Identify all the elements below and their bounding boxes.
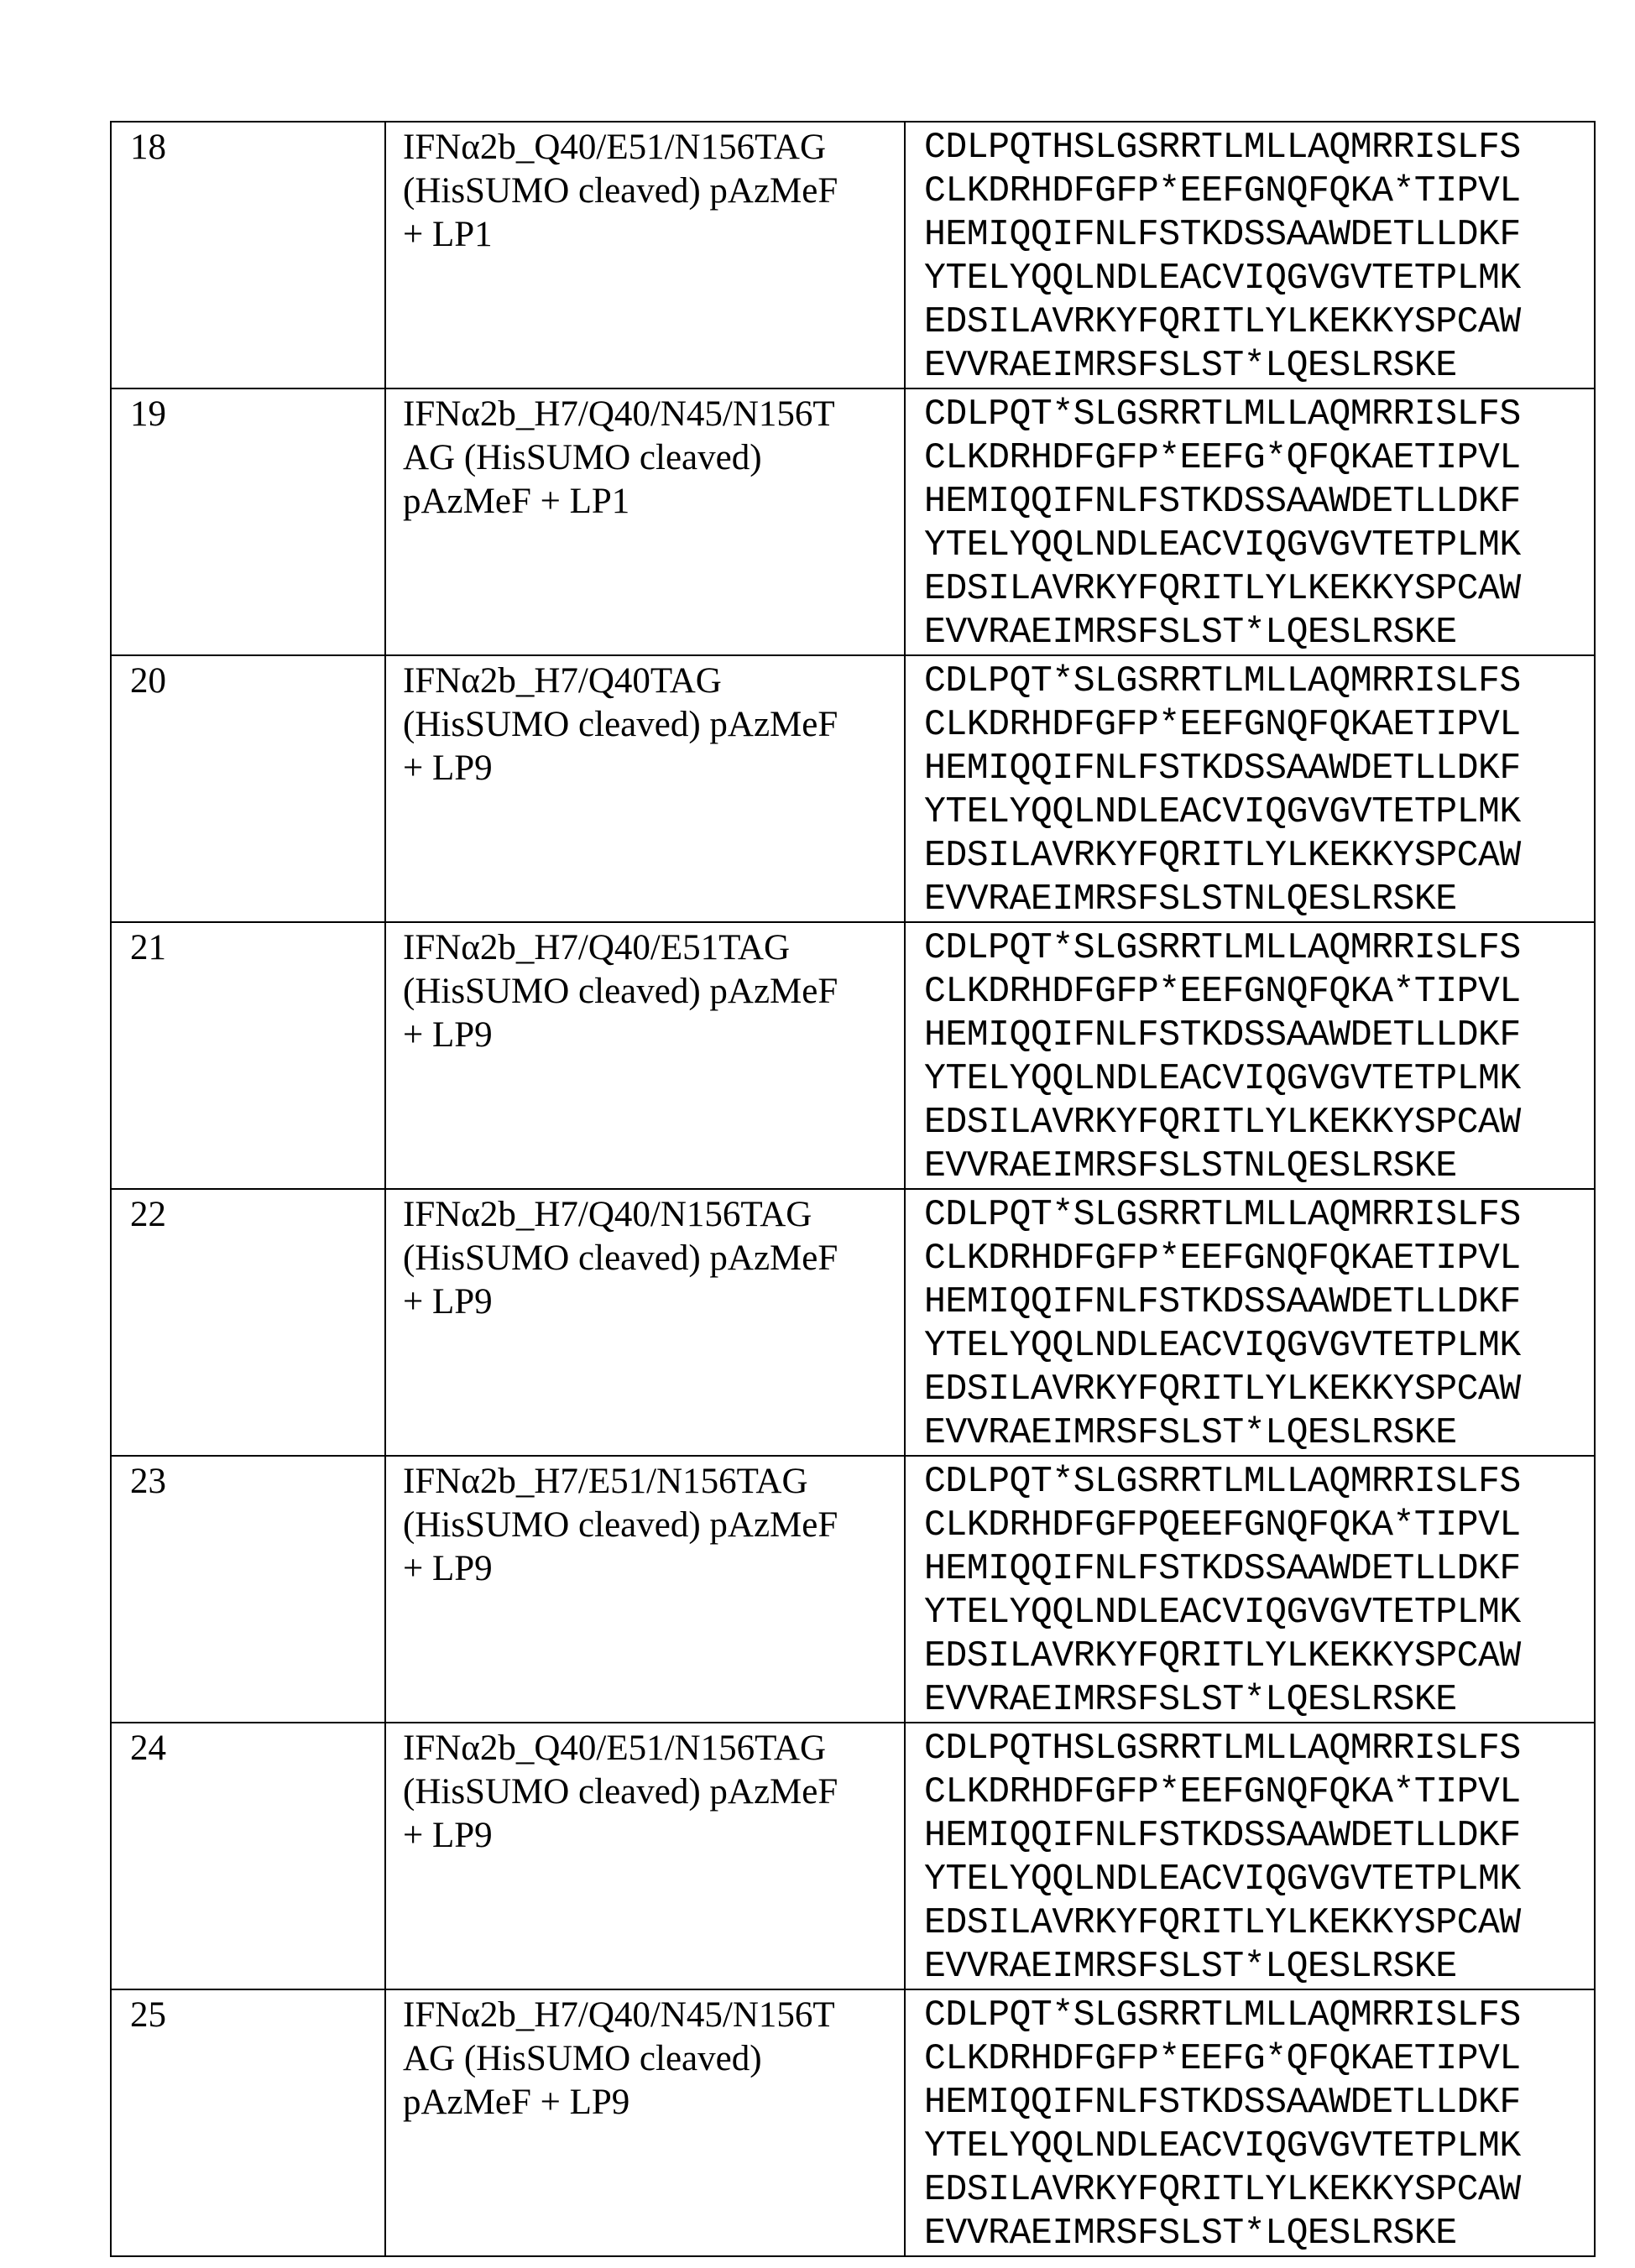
sequence-number: 20	[111, 655, 385, 922]
construct-name-line: (HisSUMO cleaved) pAzMeF	[403, 1770, 889, 1814]
construct-name	[385, 122, 905, 388]
sequence-line: EDSILAVRKYFQRITLYLKEKKYSPCAW	[924, 1101, 1565, 1144]
sequence-line: CLKDRHDFGFP*EEFGNQFQKAETIPVL	[924, 703, 1565, 747]
sequence-text	[924, 393, 1565, 654]
construct-name-line: AG (HisSUMO cleaved)	[403, 436, 889, 480]
sequence-number: 19	[111, 388, 385, 655]
sequence-text	[924, 1193, 1565, 1455]
table-row	[111, 922, 1595, 1189]
sequence-line: EDSILAVRKYFQRITLYLKEKKYSPCAW	[924, 1901, 1565, 1945]
sequence-line: EVVRAEIMRSFSLST*LQESLRSKE	[924, 1678, 1565, 1722]
table-row	[111, 1189, 1595, 1456]
sequence-text	[924, 1460, 1565, 1722]
table-row	[111, 1723, 1595, 1989]
sequence-line: EDSILAVRKYFQRITLYLKEKKYSPCAW	[924, 834, 1565, 878]
sequence-line: CDLPQTHSLGSRRTLMLLAQMRRISLFS	[924, 1727, 1565, 1770]
sequence-number: 25	[111, 1989, 385, 2256]
sequence-line: YTELYQQLNDLEACVIQGVGVTETPLMK	[924, 1591, 1565, 1635]
sequence-line: YTELYQQLNDLEACVIQGVGVTETPLMK	[924, 257, 1565, 300]
amino-acid-sequence	[905, 388, 1595, 655]
sequence-line: EVVRAEIMRSFSLST*LQESLRSKE	[924, 1945, 1565, 1989]
construct-name-line: IFNα2b_H7/Q40TAG	[403, 660, 889, 703]
construct-name-line: IFNα2b_H7/E51/N156TAG	[403, 1460, 889, 1504]
construct-name-line: + LP9	[403, 1014, 889, 1057]
construct-name-line: (HisSUMO cleaved) pAzMeF	[403, 1237, 889, 1280]
sequence-number: 24	[111, 1723, 385, 1989]
construct-name-line: pAzMeF + LP9	[403, 2081, 889, 2125]
amino-acid-sequence	[905, 1723, 1595, 1989]
sequence-line: YTELYQQLNDLEACVIQGVGVTETPLMK	[924, 1057, 1565, 1101]
sequence-line: EDSILAVRKYFQRITLYLKEKKYSPCAW	[924, 567, 1565, 611]
sequence-line: CLKDRHDFGFP*EEFGNQFQKA*TIPVL	[924, 1770, 1565, 1814]
construct-name-line: + LP9	[403, 1814, 889, 1858]
sequence-line: HEMIQQIFNLFSTKDSSAAWDETLLDKF	[924, 1280, 1565, 1324]
sequence-text	[924, 660, 1565, 921]
construct-name	[385, 922, 905, 1189]
construct-name-line: + LP1	[403, 213, 889, 257]
construct-name-line: (HisSUMO cleaved) pAzMeF	[403, 169, 889, 213]
sequence-number: 21	[111, 922, 385, 1189]
construct-name-line: IFNα2b_Q40/E51/N156TAG	[403, 126, 889, 169]
sequence-line: EVVRAEIMRSFSLSTNLQESLRSKE	[924, 1144, 1565, 1188]
sequence-line: EDSILAVRKYFQRITLYLKEKKYSPCAW	[924, 1368, 1565, 1411]
sequence-line: EDSILAVRKYFQRITLYLKEKKYSPCAW	[924, 300, 1565, 344]
sequence-number: 18	[111, 122, 385, 388]
sequence-line: EVVRAEIMRSFSLST*LQESLRSKE	[924, 611, 1565, 654]
sequence-line: HEMIQQIFNLFSTKDSSAAWDETLLDKF	[924, 1547, 1565, 1591]
sequence-line: EVVRAEIMRSFSLST*LQESLRSKE	[924, 1411, 1565, 1455]
amino-acid-sequence	[905, 1189, 1595, 1456]
amino-acid-sequence	[905, 655, 1595, 922]
construct-name	[385, 1456, 905, 1723]
sequence-text	[924, 926, 1565, 1188]
sequence-line: EDSILAVRKYFQRITLYLKEKKYSPCAW	[924, 1635, 1565, 1678]
sequence-line: YTELYQQLNDLEACVIQGVGVTETPLMK	[924, 1324, 1565, 1368]
sequence-line: YTELYQQLNDLEACVIQGVGVTETPLMK	[924, 790, 1565, 834]
amino-acid-sequence	[905, 1989, 1595, 2256]
sequence-line: CDLPQT*SLGSRRTLMLLAQMRRISLFS	[924, 1994, 1565, 2037]
construct-name-line: + LP9	[403, 747, 889, 790]
table-row	[111, 655, 1595, 922]
table-row	[111, 1456, 1595, 1723]
sequence-line: CDLPQT*SLGSRRTLMLLAQMRRISLFS	[924, 393, 1565, 436]
construct-name-line: pAzMeF + LP1	[403, 480, 889, 524]
sequence-line: EVVRAEIMRSFSLST*LQESLRSKE	[924, 344, 1565, 388]
sequence-line: HEMIQQIFNLFSTKDSSAAWDETLLDKF	[924, 480, 1565, 524]
construct-name-line: IFNα2b_H7/Q40/N45/N156T	[403, 1994, 889, 2037]
construct-name	[385, 388, 905, 655]
sequence-line: CDLPQTHSLGSRRTLMLLAQMRRISLFS	[924, 126, 1565, 169]
sequence-line: EDSILAVRKYFQRITLYLKEKKYSPCAW	[924, 2168, 1565, 2212]
construct-name-line: AG (HisSUMO cleaved)	[403, 2037, 889, 2081]
sequence-line: YTELYQQLNDLEACVIQGVGVTETPLMK	[924, 524, 1565, 567]
table-row	[111, 122, 1595, 388]
sequence-line: CLKDRHDFGFP*EEFG*QFQKAETIPVL	[924, 436, 1565, 480]
construct-name-line: IFNα2b_H7/Q40/N156TAG	[403, 1193, 889, 1237]
sequence-number: 23	[111, 1456, 385, 1723]
sequence-text	[924, 1727, 1565, 1989]
sequence-line: HEMIQQIFNLFSTKDSSAAWDETLLDKF	[924, 1814, 1565, 1858]
sequence-line: CDLPQT*SLGSRRTLMLLAQMRRISLFS	[924, 926, 1565, 970]
sequence-line: HEMIQQIFNLFSTKDSSAAWDETLLDKF	[924, 2081, 1565, 2125]
amino-acid-sequence	[905, 922, 1595, 1189]
construct-name-line: IFNα2b_H7/Q40/E51TAG	[403, 926, 889, 970]
construct-name-line: IFNα2b_Q40/E51/N156TAG	[403, 1727, 889, 1770]
table-row	[111, 388, 1595, 655]
construct-name	[385, 1989, 905, 2256]
sequence-line: CLKDRHDFGFP*EEFGNQFQKA*TIPVL	[924, 970, 1565, 1014]
sequence-line: HEMIQQIFNLFSTKDSSAAWDETLLDKF	[924, 1014, 1565, 1057]
table-row	[111, 1989, 1595, 2256]
construct-name	[385, 655, 905, 922]
sequence-line: CLKDRHDFGFP*EEFGNQFQKAETIPVL	[924, 1237, 1565, 1280]
construct-name-line: + LP9	[403, 1280, 889, 1324]
sequence-line: YTELYQQLNDLEACVIQGVGVTETPLMK	[924, 1858, 1565, 1901]
sequence-number: 22	[111, 1189, 385, 1456]
sequence-line: EVVRAEIMRSFSLSTNLQESLRSKE	[924, 878, 1565, 921]
sequence-line: CLKDRHDFGFPQEEFGNQFQKA*TIPVL	[924, 1504, 1565, 1547]
sequence-line: CLKDRHDFGFP*EEFG*QFQKAETIPVL	[924, 2037, 1565, 2081]
construct-name-line: + LP9	[403, 1547, 889, 1591]
sequence-line: CDLPQT*SLGSRRTLMLLAQMRRISLFS	[924, 1460, 1565, 1504]
sequence-line: CDLPQT*SLGSRRTLMLLAQMRRISLFS	[924, 660, 1565, 703]
amino-acid-sequence	[905, 1456, 1595, 1723]
sequence-line: HEMIQQIFNLFSTKDSSAAWDETLLDKF	[924, 747, 1565, 790]
sequence-line: CDLPQT*SLGSRRTLMLLAQMRRISLFS	[924, 1193, 1565, 1237]
sequence-line: HEMIQQIFNLFSTKDSSAAWDETLLDKF	[924, 213, 1565, 257]
sequence-line: YTELYQQLNDLEACVIQGVGVTETPLMK	[924, 2125, 1565, 2168]
sequence-text	[924, 1994, 1565, 2255]
sequence-table	[110, 121, 1596, 2257]
construct-name-line: (HisSUMO cleaved) pAzMeF	[403, 703, 889, 747]
construct-name-line: (HisSUMO cleaved) pAzMeF	[403, 970, 889, 1014]
sequence-line: EVVRAEIMRSFSLST*LQESLRSKE	[924, 2212, 1565, 2255]
sequence-line: CLKDRHDFGFP*EEFGNQFQKA*TIPVL	[924, 169, 1565, 213]
amino-acid-sequence	[905, 122, 1595, 388]
construct-name	[385, 1723, 905, 1989]
sequence-text	[924, 126, 1565, 388]
construct-name-line: IFNα2b_H7/Q40/N45/N156T	[403, 393, 889, 436]
construct-name-line: (HisSUMO cleaved) pAzMeF	[403, 1504, 889, 1547]
construct-name	[385, 1189, 905, 1456]
